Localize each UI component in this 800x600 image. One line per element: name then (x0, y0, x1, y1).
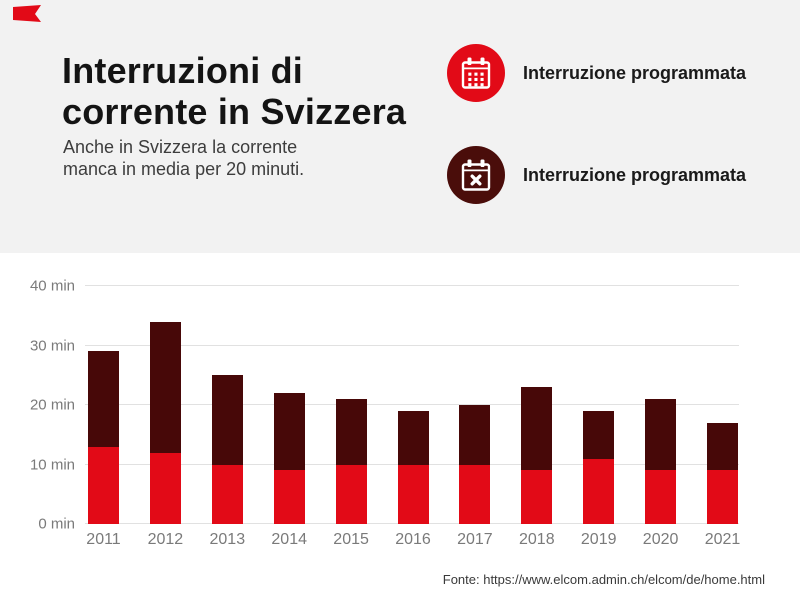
x-axis-year-label: 2018 (519, 531, 555, 548)
bar-segment-top (583, 411, 614, 459)
bar-segment-top (336, 399, 367, 464)
legend-label: Interruzione programmata (523, 164, 747, 185)
bar-segment-bottom (150, 453, 181, 524)
x-axis-year-label: 2016 (395, 531, 431, 548)
bar-segment-top (521, 387, 552, 470)
bar-segment-top (459, 405, 490, 465)
page-title (62, 50, 406, 132)
y-axis-tick-label: 30 min (29, 337, 75, 354)
gridline (85, 345, 739, 346)
gridline (85, 285, 739, 286)
bar-segment-top (707, 423, 738, 471)
calendar-dots-icon (447, 44, 505, 102)
bar-segment-bottom (336, 465, 367, 525)
bar-segment-bottom (521, 470, 552, 524)
x-axis-year-label: 2012 (147, 531, 184, 548)
bar-segment-top (88, 351, 119, 446)
bar-segment-bottom (707, 470, 738, 524)
bar-segment-top (398, 411, 429, 465)
bar-segment-top (645, 399, 676, 470)
bar-segment-bottom (645, 470, 676, 524)
bar-segment-bottom (274, 470, 305, 524)
bar-chart (29, 277, 741, 548)
x-axis-year-label: 2017 (457, 531, 493, 548)
bar-segment-bottom (398, 465, 429, 525)
calendar-x-icon (447, 146, 505, 204)
source-note: Fonte: https://www.elcom.admin.ch/elcom/de/home.html (442, 572, 765, 587)
x-axis-year-label: 2019 (580, 531, 617, 548)
bar-segment-bottom (459, 465, 490, 525)
page-subtitle (63, 136, 304, 180)
legend-label: Interruzione programmata (523, 62, 747, 83)
bar-segment-top (150, 322, 181, 453)
bar-segment-top (212, 375, 243, 464)
legend-item (447, 44, 746, 102)
y-axis-tick-label: 10 min (29, 456, 75, 473)
bar-segment-bottom (212, 465, 243, 525)
x-axis-year-label: 2011 (86, 531, 121, 548)
x-axis-year-label: 2021 (704, 531, 741, 548)
gridline (85, 404, 739, 405)
header (0, 0, 800, 253)
bar-segment-bottom (583, 459, 614, 524)
title-line-2: corrente in Svizzera (62, 91, 407, 132)
red-flag-icon (13, 5, 42, 25)
y-axis-tick-label: 40 min (29, 277, 75, 295)
x-axis-year-label: 2020 (642, 531, 679, 548)
subtitle-line-2: manca in media per 20 minuti. (63, 159, 305, 179)
bar-segment-bottom (88, 447, 119, 524)
x-axis-year-label: 2014 (271, 531, 307, 548)
bar-segment-top (274, 393, 305, 470)
x-axis-year-label: 2015 (333, 531, 369, 548)
title-line-1: Interruzioni di (62, 50, 303, 91)
subtitle-line-1: Anche in Svizzera la corrente (63, 137, 298, 157)
legend-item (447, 146, 746, 204)
y-axis-tick-label: 0 min (38, 515, 75, 533)
y-axis-tick-label: 20 min (29, 396, 75, 414)
x-axis-year-label: 2013 (209, 531, 246, 548)
